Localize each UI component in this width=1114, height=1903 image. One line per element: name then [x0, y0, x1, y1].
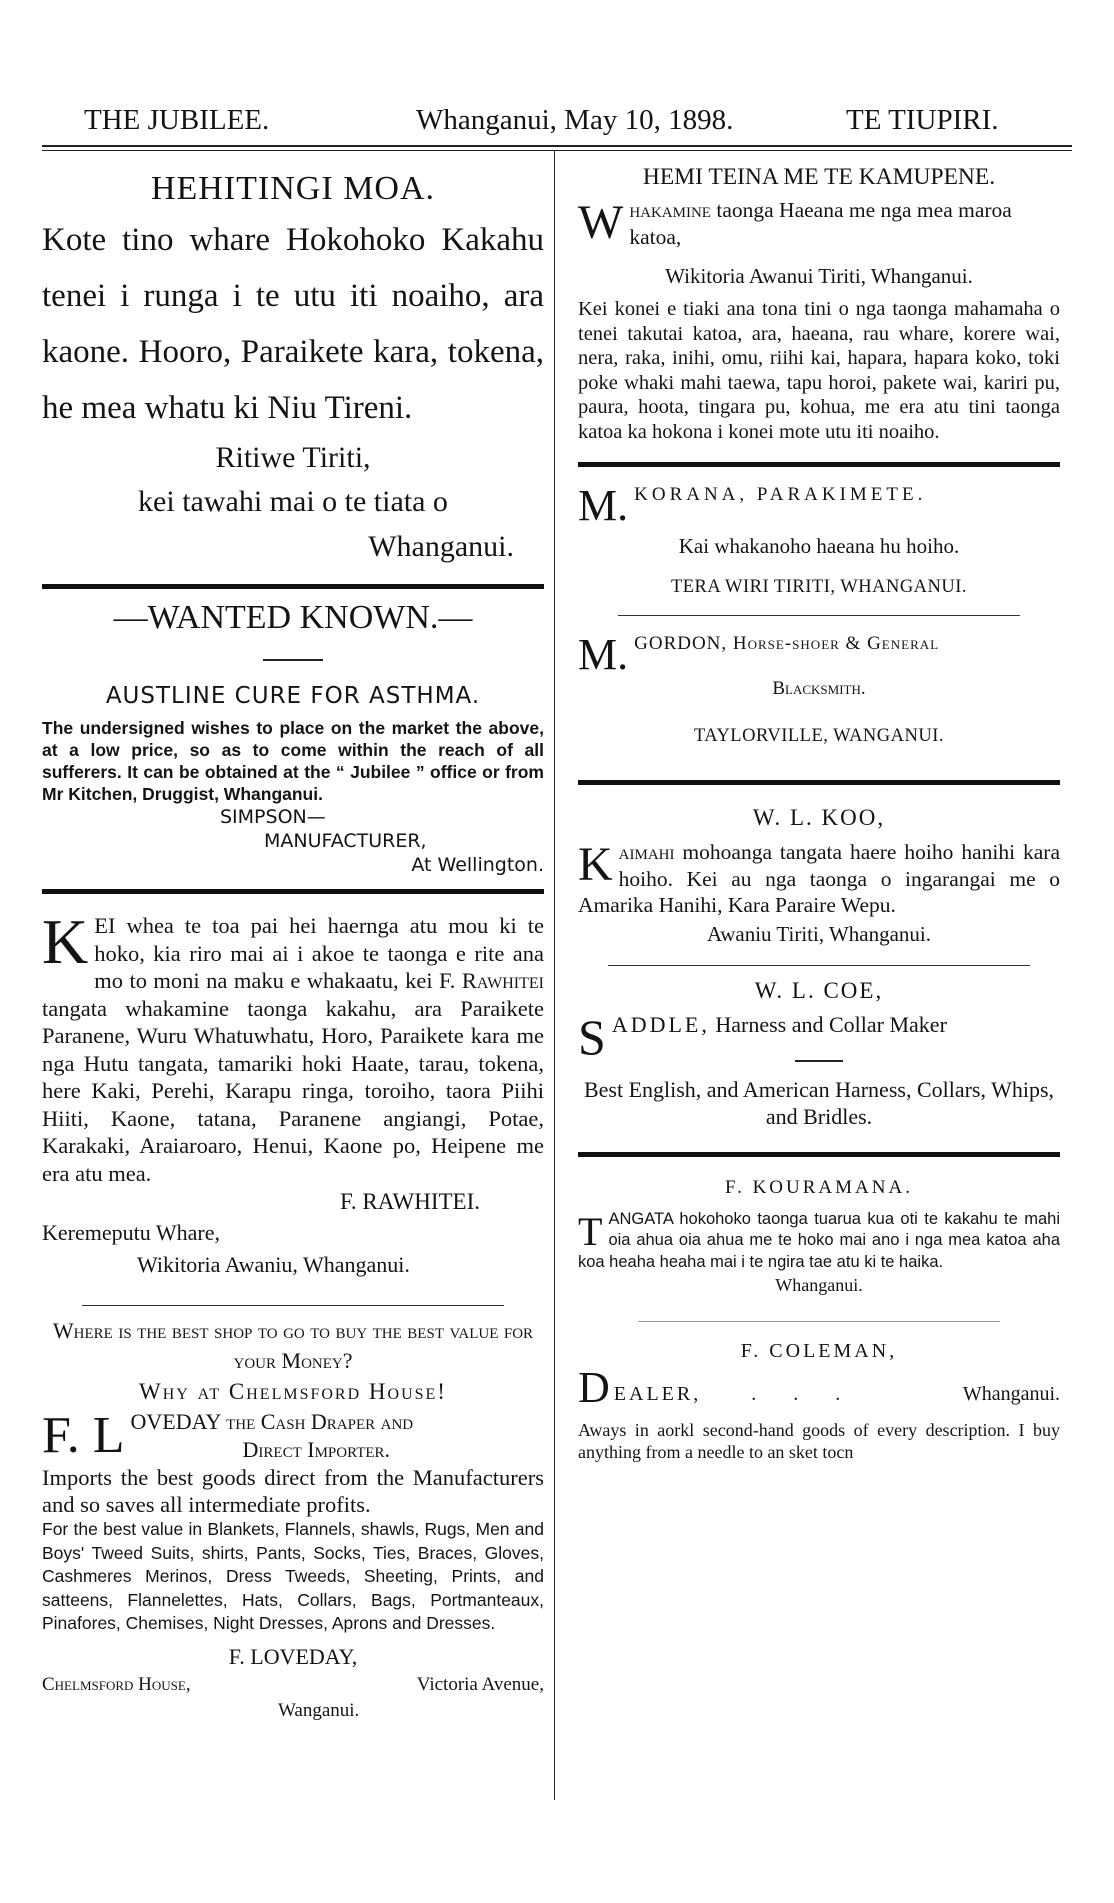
- korana-name: KORANA, PARAKIMETE.: [634, 484, 927, 505]
- header-date: Whanganui, May 10, 1898.: [416, 104, 734, 136]
- loveday-answer: Why at Chelmsford House!: [139, 1379, 447, 1404]
- wanted-subtitle: AUSTLINE CURE FOR ASTHMA.: [105, 683, 481, 709]
- loveday-ad: [42, 1316, 544, 1724]
- coleman-body: Aways in aorkl second-hand goods of every description. I buy anything from a needle to an sket tocn: [578, 1420, 1060, 1462]
- divider-thin: [82, 1305, 504, 1306]
- loveday-address: [42, 1672, 544, 1698]
- coleman-title: F. COLEMAN,: [740, 1340, 898, 1362]
- koo-street: Awaniu Tiriti, Whanganui.: [706, 921, 932, 946]
- rawhitei-text-2: tangata whakamine taonga kakahu, ara Paraikete Paranene, Wuru Whatuwhatu, Horo, Paraikete kara me nga Hutu tangata, tamariki hoki Haate, tarau, tokena, here Kaki, Perehi, Karapu ringa, toroiho, taora Piihi Hiiti, Kaone, tatana, Paranene angiangi, Potae, Karakaki, Araiaroaro, Henui, Kaone po, Heipene me era atu mea.: [42, 995, 544, 1186]
- header-right-title: TE TIUPIRI.: [846, 104, 999, 136]
- divider-thick: [42, 584, 544, 589]
- wanted-sign-2: MANUFACTURER,: [264, 830, 427, 852]
- divider-thick: [42, 889, 544, 894]
- coe-lead: Harness and Collar Maker: [709, 1011, 947, 1037]
- coleman-town: Whanganui.: [962, 1383, 1060, 1405]
- kouramana-title: F. KOURAMANA.: [725, 1176, 913, 1198]
- kouramana-body: [578, 1209, 1060, 1274]
- header-rule-top: [42, 145, 1072, 147]
- loveday-importer: Direct Importer.: [242, 1437, 391, 1462]
- loveday-question: Where is the best shop to go to buy the best value for your Money?: [52, 1318, 534, 1373]
- hemi-street: Wikitoria Awanui Tiriti, Whanganui.: [665, 264, 973, 288]
- wanted-title: —WANTED KNOWN.—: [113, 599, 473, 636]
- hehitingi-ad: [42, 170, 544, 570]
- loveday-town: Wanganui.: [278, 1699, 360, 1721]
- wanted-body: The undersigned wishes to place on the market the above, at a low price, so as to come within the reach of all sufferers. It can be obtained at the “ Jubilee ” office or from Mr Kitchen, Druggist, Whanganui.: [42, 718, 544, 804]
- divider-thin: [618, 615, 1020, 616]
- koo-title: W. L. KOO,: [752, 805, 886, 830]
- drop-cap: F. L: [42, 1407, 125, 1464]
- divider-thick: [578, 780, 1060, 785]
- wanted-known-ad: [42, 599, 544, 877]
- kouramana-ad: [578, 1177, 1060, 1298]
- right-column: [578, 160, 1060, 1463]
- coleman-dots: . . .: [751, 1383, 857, 1405]
- korana-name-line: [578, 481, 1060, 530]
- koo-lead: aimahi: [618, 840, 675, 864]
- drop-cap: S: [578, 1008, 606, 1065]
- gordon-name-line: [578, 630, 1060, 679]
- koo-body: [578, 839, 1060, 919]
- loveday-name: OVEDAY the Cash Draper and: [130, 1409, 414, 1434]
- korana-ad: [578, 481, 1060, 601]
- header-rule-bottom: [42, 150, 1072, 151]
- rawhitei-body: [42, 906, 544, 1187]
- rawhitei-addr-1: Keremeputu Whare,: [42, 1220, 220, 1245]
- left-column: [42, 160, 544, 1724]
- gordon-street: TAYLORVILLE, WANGANUI.: [693, 726, 945, 746]
- kouramana-town: Whanganui.: [775, 1275, 863, 1295]
- drop-cap: M.: [578, 630, 629, 679]
- kouramana-text: ANGATA hokohoko taonga tuarua kua oti te kakahu te mahi oia ahua oia ahua me te hoko mai ano i nga mea katoa aha koa heaha heaha mai i te ngira tae atu ki te haika.: [578, 1209, 1060, 1271]
- hehitingi-location: kei tawahi mai o te tiata o: [138, 485, 448, 518]
- drop-cap: M.: [578, 481, 629, 530]
- korana-line: Kai whakanoho haeana hu hoiho.: [678, 534, 960, 558]
- divider-thin: [608, 965, 1030, 966]
- short-rule: [795, 1060, 843, 1062]
- drop-cap: W: [578, 196, 624, 249]
- header-left-title: THE JUBILEE.: [84, 104, 270, 136]
- wanted-sign-1: SIMPSON—: [220, 806, 326, 828]
- loveday-sign: F. LOVEDAY,: [228, 1643, 358, 1669]
- koo-text: mohoanga tangata haere hoiho hanihi kara hoiho. Kei au nga taonga o ingarangai me o Amarika Hanihi, Kara Paraire Wepu.: [578, 840, 1060, 917]
- loveday-imports: Imports the best goods direct from the Manufacturers and so saves all intermediate profits.: [42, 1465, 544, 1517]
- loveday-list: For the best value in Blankets, Flannels, shawls, Rugs, Men and Boys' Tweed Suits, shirts, Pants, Socks, Ties, Braces, Gloves, Cashmeres Merinos, Dress Tweeds, Sheeting, Prints, and satteens, Flannelettes, Hats, Collars, Bags, Portmanteaux, Pinafores, Chemises, Night Dresses, Aprons and Dresses.: [42, 1519, 544, 1633]
- coe-saddle: ADDLE,: [611, 1011, 710, 1037]
- loveday-name-block: [42, 1408, 544, 1464]
- hehitingi-street: Ritiwe Tiriti,: [215, 441, 371, 474]
- drop-cap: K: [578, 838, 613, 891]
- drop-cap: T: [578, 1208, 603, 1254]
- rawhitei-addr-2: Wikitoria Awaniu, Whanganui.: [137, 1252, 410, 1277]
- loveday-house: Chelmsford House,: [42, 1673, 191, 1695]
- coleman-ad: [578, 1340, 1060, 1463]
- rawhitei-ad: [42, 906, 544, 1281]
- hemi-title: HEMI TEINA ME TE KAMUPENE.: [642, 164, 996, 190]
- divider-thick: [578, 1152, 1060, 1157]
- hehitingi-title: HEHITINGI MOA.: [150, 170, 436, 207]
- gordon-name: GORDON, Horse-shoer & General: [634, 633, 940, 654]
- hehitingi-body: Kote tino whare Hokohoko Kakahu tenei i runga i te utu iti noaiho, ara kaone. Hooro, Paraikete kara, tokena, he mea whatu ki Niu Tireni.: [42, 222, 544, 426]
- coe-title: W. L. COE,: [754, 977, 884, 1003]
- short-rule: [263, 659, 323, 661]
- column-divider: [554, 150, 555, 1800]
- drop-cap: K: [42, 906, 89, 977]
- rawhitei-text-1: EI whea te toa pai hei haernga atu mou ki te hoko, kia riro mai ai i akoe te taonga e rite ana mo to moni na maku e whakaatu, kei F.: [94, 913, 544, 993]
- drop-cap: D: [578, 1363, 610, 1412]
- coe-lead-block: [578, 1008, 1060, 1065]
- gordon-blacksmith: Blacksmith.: [772, 678, 866, 699]
- rawhitei-signature: F. RAWHITEI.: [339, 1189, 480, 1214]
- hemi-ad: [578, 164, 1060, 444]
- wanted-sign-3: At Wellington.: [411, 854, 544, 876]
- loveday-avenue: Victoria Avenue,: [416, 1673, 544, 1695]
- coleman-dealer: EALER,: [613, 1383, 702, 1405]
- hemi-lead: taonga Haeana me nga mea maroa katoa,: [629, 198, 1012, 249]
- gordon-ad: [578, 630, 1060, 750]
- hehitingi-town: Whanganui.: [368, 530, 514, 563]
- rawhitei-name: Rawhitei: [461, 968, 544, 993]
- hemi-body: Kei konei e tiaki ana tona tini o nga taonga mahamaha o tenei takutai katoa, ara, haeana, rau whare, korere wai, nera, raka, inihi, omu, riihi kai, hapara, hapara koko, toki poke whaki mahi taewa, tapu horoi, pakete wai, kariri pu, paura, hoota, tingara pu, kohua, me era atu tini taonga katoa ka hokona i konei mote utu iti noaiho.: [578, 298, 1060, 443]
- coleman-lead-block: [578, 1363, 1060, 1412]
- coe-ad: [578, 978, 1060, 1130]
- divider-thick: [578, 462, 1060, 467]
- divider-thin: [638, 1321, 1000, 1322]
- koo-ad: [578, 805, 1060, 949]
- coe-body: Best English, and American Harness, Collars, Whips, and Bridles.: [583, 1076, 1055, 1129]
- korana-street: TERA WIRI TIRITI, WHANGANUI.: [670, 577, 968, 597]
- hemi-lead-sc: hakamine: [629, 198, 711, 222]
- hemi-lead-block: [578, 197, 1060, 251]
